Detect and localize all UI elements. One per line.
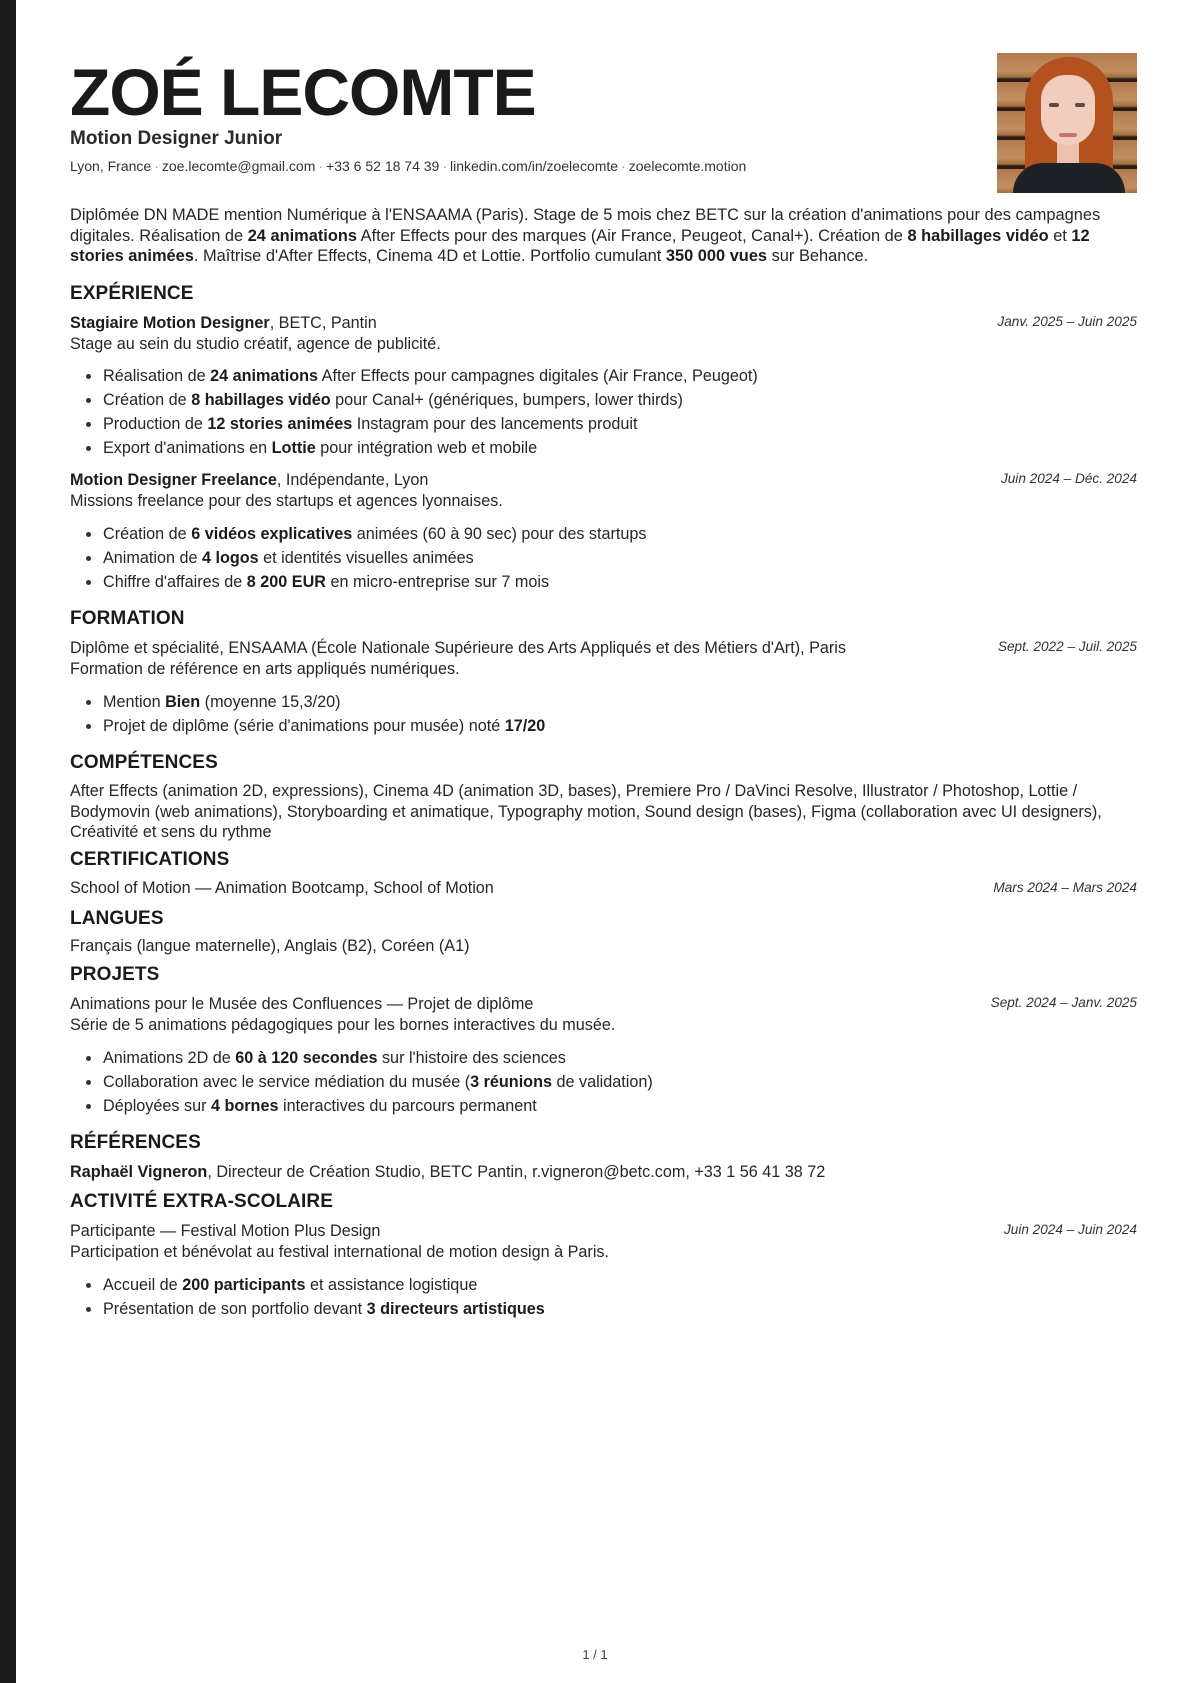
separator: · bbox=[154, 158, 159, 174]
experience-1-description: Stage au sein du studio créatif, agence de publicité. bbox=[70, 335, 441, 353]
section-title-skills: COMPÉTENCES bbox=[70, 752, 218, 773]
experience-1-heading: Stagiaire Motion Designer, BETC, Pantin bbox=[70, 314, 377, 332]
experience-2-bullets bbox=[70, 522, 647, 594]
summary-paragraph: Diplômée DN MADE mention Numérique à l'ENSAAMA (Paris). Stage de 5 mois chez BETC sur la création d'animations pour des campagnes digitales. Réalisation de 24 animations After Effects pour des marques (Air France, Peugeot, Canal+). Création de 8 habillages vidéo et 12 stories animées. Maîtrise d'After Effects, Cinema 4D et Lottie. Portfolio cumulant 350 000 vues sur Behance. bbox=[70, 206, 1101, 266]
section-title-languages: LANGUES bbox=[70, 908, 164, 929]
page-number: 1 / 1 bbox=[582, 1647, 608, 1662]
project-description: Série de 5 animations pédagogiques pour les bornes interactives du musée. bbox=[70, 1016, 616, 1034]
photo-coat bbox=[1013, 163, 1125, 193]
extracurricular-dates: Juin 2024 – Juin 2024 bbox=[1003, 1222, 1137, 1237]
project-heading: Animations pour le Musée des Confluences — Projet de diplôme bbox=[70, 995, 534, 1013]
contact-portfolio[interactable]: zoelecomte.motion bbox=[628, 158, 747, 174]
experience-1-dates: Janv. 2025 – Juin 2025 bbox=[997, 314, 1137, 329]
experience-2-heading: Motion Designer Freelance, Indépendante, Lyon bbox=[70, 471, 429, 489]
skills-list: After Effects (animation 2D, expressions), Cinema 4D (animation 3D, bases), Premiere Pro / DaVinci Resolve, Illustrator / Photoshop, Lottie / Bodymovin (web animations), Storyboarding et animatique, Typography motion, Sound design (bases), Figma (collaboration avec UI designers), Créativité et sens du rythme bbox=[70, 782, 1102, 841]
languages-list: Français (langue maternelle), Anglais (B2), Coréen (A1) bbox=[70, 937, 470, 955]
photo-mouth bbox=[1059, 133, 1077, 137]
bullet-item: Déployées sur 4 bornes interactives du parcours permanent bbox=[70, 1094, 653, 1118]
bullet-item: Présentation de son portfolio devant 3 directeurs artistiques bbox=[70, 1297, 545, 1321]
education-dates: Sept. 2022 – Juil. 2025 bbox=[997, 639, 1137, 654]
job-title: Motion Designer Junior bbox=[70, 128, 283, 149]
separator: · bbox=[442, 158, 447, 174]
contact-line bbox=[70, 157, 746, 175]
section-title-extracurricular: ACTIVITÉ EXTRA-SCOLAIRE bbox=[70, 1191, 334, 1212]
education-description: Formation de référence en arts appliqués numériques. bbox=[70, 660, 460, 678]
education-heading: Diplôme et spécialité, ENSAAMA (École Nationale Supérieure des Arts Appliqués et des Métiers d'Art), Paris bbox=[70, 639, 846, 657]
bullet-item: Création de 6 vidéos explicatives animées (60 à 90 sec) pour des startups bbox=[70, 522, 647, 546]
section-title-education: FORMATION bbox=[70, 608, 185, 629]
bullet-item: Production de 12 stories animées Instagram pour des lancements produit bbox=[70, 412, 758, 436]
section-title-references: RÉFÉRENCES bbox=[70, 1132, 201, 1153]
project-dates: Sept. 2024 – Janv. 2025 bbox=[990, 995, 1137, 1010]
separator: · bbox=[621, 158, 626, 174]
viewer-left-bar bbox=[0, 0, 16, 1683]
bullet-item: Mention Bien (moyenne 15,3/20) bbox=[70, 690, 545, 714]
separator: · bbox=[318, 158, 324, 174]
contact-linkedin[interactable]: linkedin.com/in/zoelecomte bbox=[450, 158, 619, 174]
profile-photo bbox=[997, 53, 1137, 193]
bullet-item: Export d'animations en Lottie pour intégration web et mobile bbox=[70, 436, 758, 460]
reference-item: Raphaël Vigneron, Directeur de Création Studio, BETC Pantin, r.vigneron@betc.com, +33 1 56 41 38 72 bbox=[70, 1163, 826, 1181]
bullet-item: Chiffre d'affaires de 8 200 EUR en micro-entreprise sur 7 mois bbox=[70, 570, 647, 594]
bullet-item: Création de 8 habillages vidéo pour Canal+ (génériques, bumpers, lower thirds) bbox=[70, 388, 758, 412]
section-title-experience: EXPÉRIENCE bbox=[70, 283, 194, 304]
education-bullets bbox=[70, 690, 545, 738]
bullet-item: Réalisation de 24 animations After Effects pour campagnes digitales (Air France, Peugeot) bbox=[70, 364, 758, 388]
contact-phone[interactable]: +33 6 52 18 74 39 bbox=[326, 158, 440, 174]
experience-2-description: Missions freelance pour des startups et agences lyonnaises. bbox=[70, 492, 503, 510]
section-title-certifications: CERTIFICATIONS bbox=[70, 849, 230, 870]
photo-eye bbox=[1075, 103, 1085, 107]
experience-2-dates: Juin 2024 – Déc. 2024 bbox=[1000, 471, 1137, 486]
bullet-item: Accueil de 200 participants et assistance logistique bbox=[70, 1273, 545, 1297]
section-title-projects: PROJETS bbox=[70, 964, 160, 985]
photo-eye bbox=[1049, 103, 1059, 107]
bullet-item: Animations 2D de 60 à 120 secondes sur l'histoire des sciences bbox=[70, 1046, 653, 1070]
experience-1-bullets bbox=[70, 364, 758, 460]
bullet-item: Animation de 4 logos et identités visuelles animées bbox=[70, 546, 647, 570]
extracurricular-bullets bbox=[70, 1273, 545, 1321]
bullet-item: Projet de diplôme (série d'animations pour musée) noté 17/20 bbox=[70, 714, 545, 738]
bullet-item: Collaboration avec le service médiation du musée (3 réunions de validation) bbox=[70, 1070, 653, 1094]
project-bullets bbox=[70, 1046, 653, 1118]
extracurricular-description: Participation et bénévolat au festival international de motion design à Paris. bbox=[70, 1243, 610, 1261]
candidate-name: ZOÉ LECOMTE bbox=[70, 55, 536, 129]
certification-dates: Mars 2024 – Mars 2024 bbox=[993, 880, 1137, 895]
extracurricular-heading: Participante — Festival Motion Plus Design bbox=[70, 1222, 381, 1240]
contact-email[interactable]: zoe.lecomte@gmail.com bbox=[161, 158, 316, 174]
contact-location: Lyon, France bbox=[70, 158, 152, 174]
certification-item: School of Motion — Animation Bootcamp, School of Motion bbox=[70, 879, 494, 897]
